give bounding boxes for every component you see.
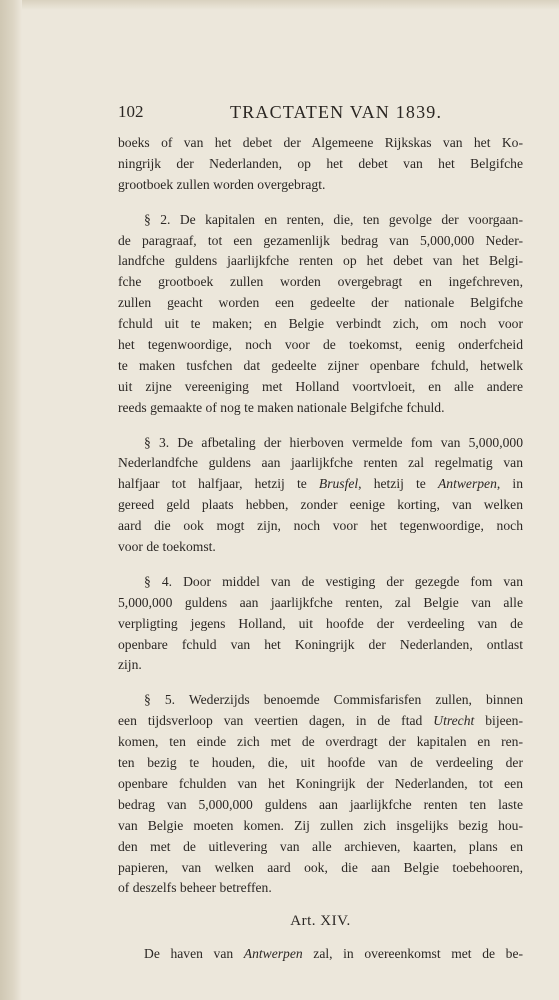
text-line: zullen geacht worden een gedeelte der nationale Belgifche [118, 295, 523, 311]
text-line: bedrag van 5,000,000 guldens aan jaarlijkfche renten ten laste [118, 796, 523, 812]
text-line: de paragraaf, tot een gezamenlijk bedrag van 5,000,000 Neder- [118, 232, 523, 248]
text-line: aard die ook mogt zijn, noch voor het tegenwoordige, noch [118, 518, 523, 534]
text-run: een tijdsverloop van veertien dagen, in de ftad [118, 713, 434, 729]
text-line: gereed geld plaats hebben, zonder eenige korting, van welken [118, 497, 523, 513]
city-name-antwerpen: Antwerpen [243, 946, 303, 962]
city-name-brussel: Brusfel [318, 476, 359, 492]
text-line: boeks of van het debet der Algemeene Rijkskas van het Ko- [118, 135, 523, 150]
text-line: of deszelfs beheer betreffen. [118, 880, 272, 896]
text-run: , in [496, 476, 523, 492]
text-line: papieren, van welken aard ook, die aan Belgie toebehooren, [118, 859, 523, 875]
paragraph-5-start: § 5. Wederzijds benoemde Commisfarisfen zullen, binnen [144, 692, 523, 708]
text-line: komen, ten einde zich met de overdragt der kapitalen en ren- [118, 734, 523, 750]
text-line: landfche guldens jaarlijkfche renten op het debet van het Belgi- [118, 253, 523, 269]
text-run: De haven van [144, 946, 244, 962]
text-line: het tegenwoordige, noch voor de toekomst, eenig onderfcheid [118, 337, 523, 353]
text-line: Nederlandfche guldens aan jaarlijkfche renten zal regelmatig van [118, 455, 523, 471]
page-binding-shadow [0, 0, 22, 1000]
text-line: den met de uitlevering van alle archieven, kaarten, plans en [118, 838, 523, 854]
text-line: zijn. [118, 657, 142, 673]
paragraph-6-start [118, 944, 523, 965]
city-name-utrecht: Utrecht [433, 713, 475, 729]
text-line [118, 474, 523, 495]
running-title: TRACTATEN VAN 1839. [230, 102, 443, 122]
text-line: openbare fchulden van het Koningrijk der Nederlanden, tot een [118, 775, 523, 791]
city-name-antwerpen: Antwerpen [437, 476, 497, 492]
page-top-edge [22, 0, 559, 10]
text-line: reeds gemaakte of nog te maken nationale Belgifche fchuld. [118, 399, 445, 415]
text-line: van Belgie moeten komen. Zij zullen zich insgelijks bezig hou- [118, 817, 523, 833]
text-run: zal, in overeenkomst met de be- [302, 946, 523, 962]
page-number: 102 [118, 102, 144, 121]
article-heading: Art. XIV. [290, 913, 351, 930]
text-line: verpligting jegens Holland, uit hoofde der verdeeling van de [118, 615, 523, 631]
text-run: halfjaar tot halfjaar, hetzij te [118, 476, 319, 492]
text-line: openbare fchuld van het Koningrijk der Nederlanden, ontlast [118, 636, 523, 652]
text-line: ten bezig te houden, die, uit hoofde van de verdeeling der [118, 755, 523, 771]
paragraph-3-start: § 3. De afbetaling der hierboven vermelde fom van 5,000,000 [144, 434, 523, 450]
paragraph-2-start: § 2. De kapitalen en renten, die, ten gevolge der voorgaan- [144, 211, 523, 227]
text-line: te maken tusfchen dat gedeelte zijner openbare fchuld, hetwelk [118, 357, 523, 373]
body-text [118, 133, 523, 965]
running-head [118, 102, 518, 126]
text-line: 5,000,000 guldens aan jaarlijkfche renten, zal Belgie van alle [118, 594, 523, 610]
text-line: voor de toekomst. [118, 539, 216, 555]
text-line: grootboek zullen worden overgebragt. [118, 176, 326, 192]
text-line [118, 711, 523, 732]
text-line: fchuld uit te maken; en Belgie verbindt zich, om noch voor [118, 316, 523, 332]
text-line: uit zijne vereeniging met Holland voortvloeit, en alle andere [118, 378, 523, 394]
text-run: bijeen- [474, 713, 523, 729]
text-line: ningrijk der Nederlanden, op het debet van het Belgifche [118, 155, 523, 171]
text-line: fche grootboek zullen worden overgebragt en ingefchreven, [118, 274, 523, 290]
paragraph-4-start: § 4. Door middel van de vestiging der gezegde fom van [144, 573, 523, 589]
text-run: , hetzij te [358, 476, 438, 492]
